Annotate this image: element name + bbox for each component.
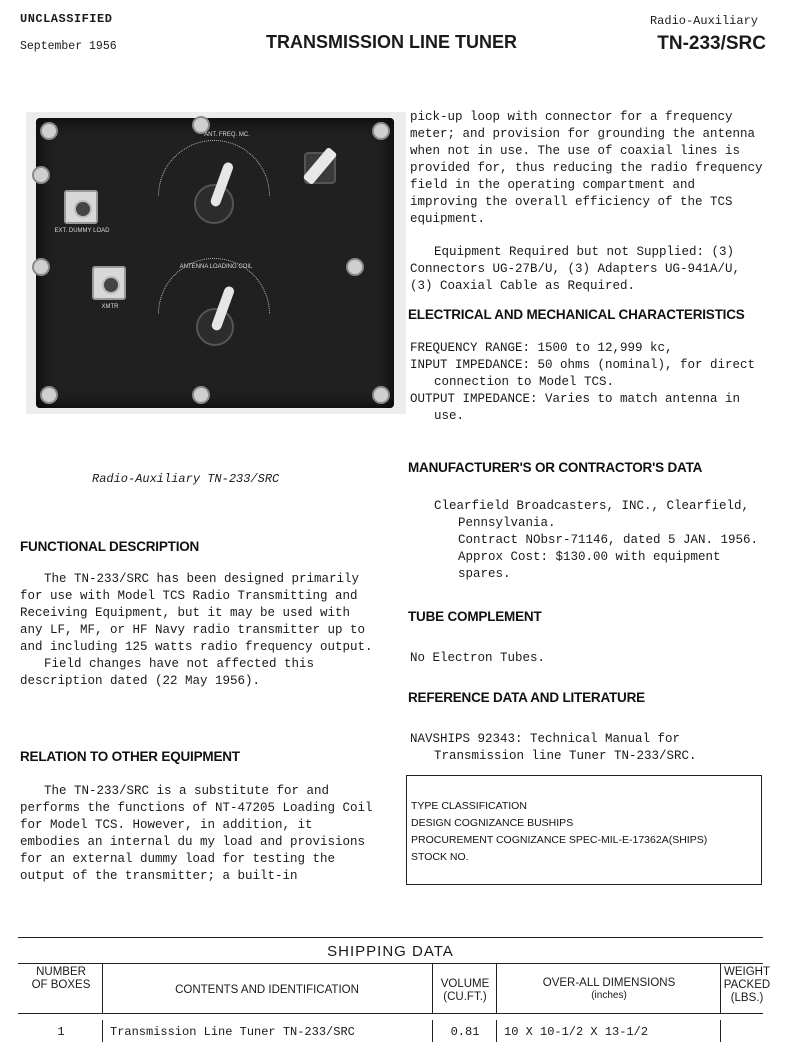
- functional-description-text: The TN-233/SRC has been designed primarily for use with Model TCS Radio Transmitting and Receiving Equipment, but it may be used with any LF, MF, or HF Navy radio transmitter up to and including 125 watts radio frequency output.: [20, 572, 373, 654]
- continued-text: pick-up loop with connector for a frequency meter; and provision for grounding the antenna when not in use. The use of coaxial lines is provided for, thus reducing the radio frequency field in the operating compartment and improving the overall efficiency of the TCS equipment.: [410, 110, 763, 226]
- xmtr-label: XMTR: [101, 304, 119, 310]
- shipping-top-rule: [18, 937, 763, 938]
- row-contents: Transmission Line Tuner TN-233/SRC: [110, 1025, 355, 1039]
- type-classification: TYPE CLASSIFICATION: [411, 800, 527, 812]
- output-impedance-text: OUTPUT IMPEDANCE: Varies to match antenna in use.: [410, 392, 741, 423]
- row-volume: 0.81: [450, 1025, 480, 1039]
- design-cognizance: DESIGN COGNIZANCE BUSHIPS: [411, 817, 574, 829]
- table-column-divider: [496, 963, 497, 1013]
- panel-screw-icon: [372, 122, 390, 140]
- panel-screw-icon: [40, 122, 58, 140]
- photo-caption: Radio-Auxiliary TN-233/SRC: [92, 472, 280, 486]
- equipment-required-text: Equipment Required but not Supplied: (3) Connectors UG-27B/U, (3) Adapters UG-941A/U, (3) Coaxial Cable as Required.: [410, 245, 741, 293]
- shipping-header-rule: [18, 963, 763, 964]
- antenna-loading-coil-label: ANTENNA LOADING COIL: [179, 264, 253, 270]
- panel-screw-icon: [32, 166, 50, 184]
- header-dimensions-label: OVER-ALL DIMENSIONS: [542, 977, 676, 989]
- category-label: Radio-Auxiliary: [649, 14, 758, 28]
- model-number: TN-233/SRC: [657, 33, 766, 54]
- table-column-divider: [102, 963, 103, 1013]
- tube-complement-text: No Electron Tubes.: [410, 651, 546, 665]
- front-panel: [36, 118, 394, 408]
- header-weight-packed: WEIGHT PACKED (LBS.): [723, 966, 771, 1004]
- table-column-divider: [102, 1020, 103, 1042]
- approx-cost: Approx Cost: $130.00 with equipment spares.: [458, 550, 721, 581]
- table-column-divider: [720, 963, 721, 1013]
- panel-screw-icon: [40, 386, 58, 404]
- manufacturer-heading: MANUFACTURER'S OR CONTRACTOR'S DATA: [408, 460, 703, 475]
- table-column-divider: [496, 1020, 497, 1042]
- table-column-divider: [432, 963, 433, 1013]
- header-volume: VOLUME (CU.FT.): [440, 978, 490, 1003]
- ext-dummy-load-label: EXT. DUMMY LOAD: [54, 228, 110, 234]
- header-number-of-boxes: NUMBER OF BOXES: [31, 966, 91, 991]
- reference-text: NAVSHIPS 92343: Technical Manual for Transmission line Tuner TN-233/SRC.: [410, 732, 697, 763]
- functional-description-heading: FUNCTIONAL DESCRIPTION: [20, 539, 200, 554]
- xmtr-connector-icon: [92, 266, 126, 300]
- table-column-divider: [432, 1020, 433, 1042]
- relation-text: The TN-233/SRC is a substitute for and performs the functions of NT-47205 Loading Coil for Model TCS. However, in addition, it embodies an internal du my load and provisions for an external dummy load for testing the output of the transmitter; a built-in: [20, 784, 373, 883]
- panel-screw-icon: [372, 386, 390, 404]
- reference-heading: REFERENCE DATA AND LITERATURE: [408, 690, 645, 705]
- document-date: September 1956: [20, 40, 117, 53]
- panel-screw-icon: [346, 258, 364, 276]
- equipment-photo: [26, 112, 406, 414]
- shipping-body-rule: [18, 1013, 763, 1014]
- frequency-range-text: FREQUENCY RANGE: 1500 to 12,999 kc,: [410, 341, 673, 355]
- manufacturer-name: Clearfield Broadcasters, INC., Clearfield, Pennsylvania.: [434, 499, 750, 530]
- ext-dummy-load-connector-icon: [64, 190, 98, 224]
- header-dimensions-unit: (inches): [591, 990, 627, 1001]
- page-title: TRANSMISSION LINE TUNER: [266, 32, 518, 52]
- stock-number: STOCK NO.: [411, 851, 469, 863]
- tube-complement-heading: TUBE COMPLEMENT: [408, 609, 542, 624]
- procurement-cognizance: PROCUREMENT COGNIZANCE SPEC-MIL-E-17362A(SHIPS): [411, 834, 708, 846]
- classification-box: [406, 775, 762, 885]
- electrical-heading: ELECTRICAL AND MECHANICAL CHARACTERISTICS: [408, 307, 745, 322]
- relation-heading: RELATION TO OTHER EQUIPMENT: [20, 749, 240, 764]
- contract-number: Contract NObsr-71146, dated 5 JAN. 1956.: [458, 533, 759, 547]
- classification-label: UNCLASSIFIED: [20, 12, 113, 26]
- shipping-data-title: SHIPPING DATA: [327, 943, 454, 960]
- frequency-dial-label: ANT. FREQ. MC.: [204, 132, 250, 138]
- row-dimensions: 10 X 10-1/2 X 13-1/2: [504, 1025, 649, 1039]
- table-column-divider: [720, 1020, 721, 1042]
- row-number-of-boxes: 1: [57, 1025, 65, 1039]
- field-changes-text: Field changes have not affected this description dated (22 May 1956).: [20, 657, 315, 688]
- input-impedance-text: INPUT IMPEDANCE: 50 ohms (nominal), for direct connection to Model TCS.: [410, 358, 756, 389]
- panel-screw-icon: [32, 258, 50, 276]
- header-dimensions: [498, 977, 720, 1001]
- header-contents: CONTENTS AND IDENTIFICATION: [175, 984, 359, 996]
- panel-screw-icon: [192, 386, 210, 404]
